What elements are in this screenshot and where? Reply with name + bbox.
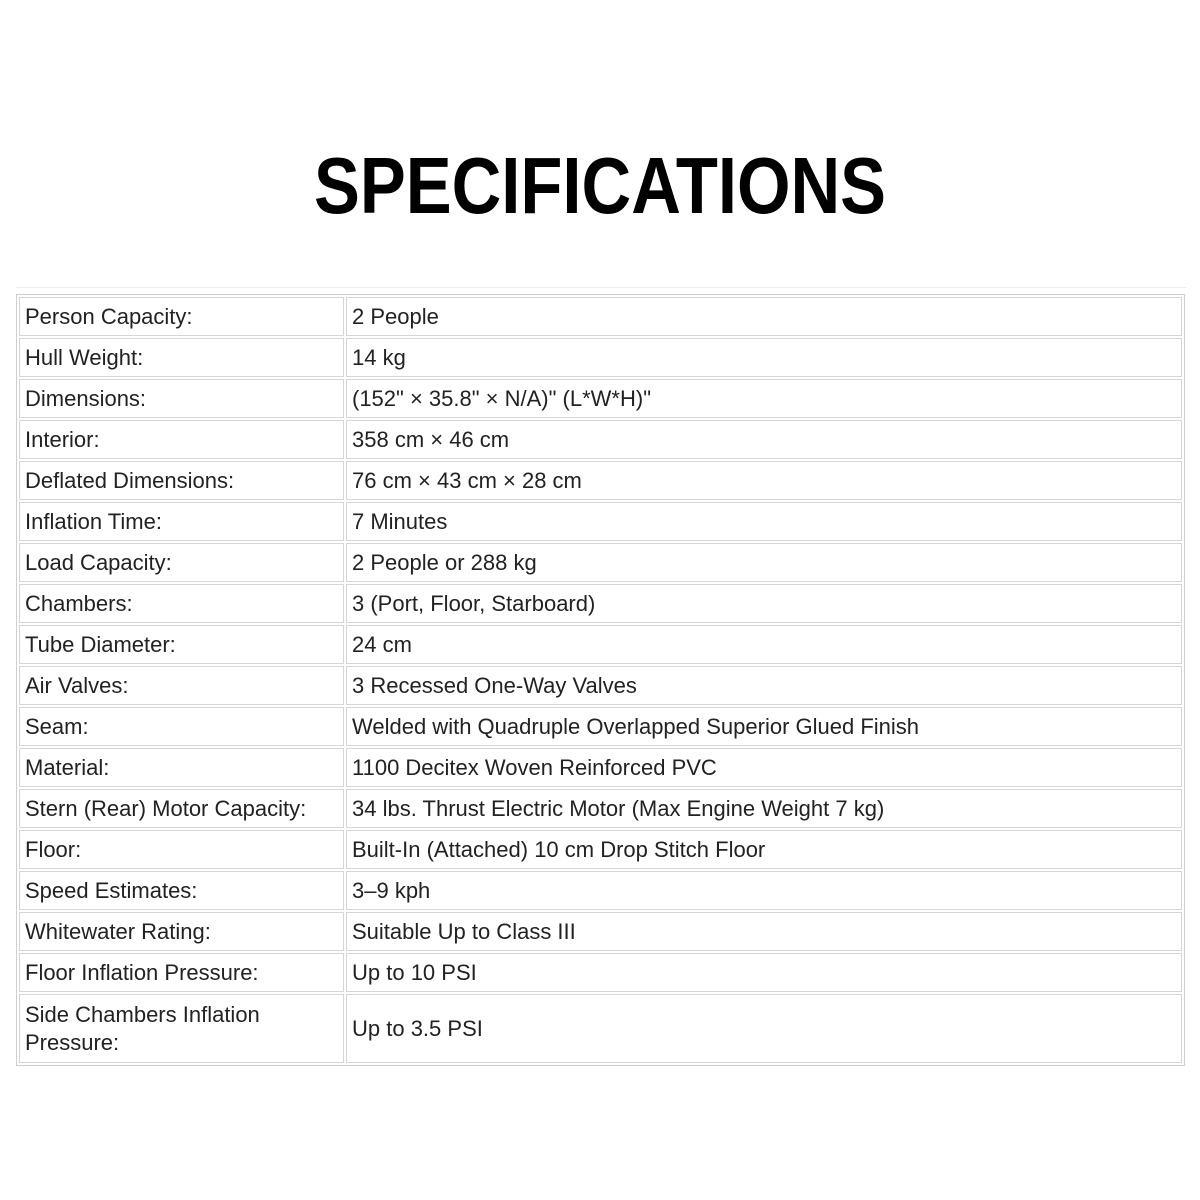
- table-row: [19, 297, 1182, 336]
- spec-value: 1100 Decitex Woven Reinforced PVC: [346, 748, 1182, 787]
- table-row: [19, 871, 1182, 910]
- table-row: [19, 666, 1182, 705]
- spec-value: 14 kg: [346, 338, 1182, 377]
- spec-value: 24 cm: [346, 625, 1182, 664]
- table-row: [19, 420, 1182, 459]
- spec-label: Floor:: [19, 830, 344, 869]
- spec-value: (152" × 35.8" × N/A)" (L*W*H)": [346, 379, 1182, 418]
- spec-value: 3–9 kph: [346, 871, 1182, 910]
- table-row: [19, 502, 1182, 541]
- table-row: [19, 543, 1182, 582]
- spec-label: Whitewater Rating:: [19, 912, 344, 951]
- spec-value: 2 People or 288 kg: [346, 543, 1182, 582]
- spec-label: Person Capacity:: [19, 297, 344, 336]
- specifications-table: [16, 294, 1185, 1066]
- table-row: [19, 584, 1182, 623]
- spec-label: Seam:: [19, 707, 344, 746]
- table-row: [19, 830, 1182, 869]
- spec-value: 3 (Port, Floor, Starboard): [346, 584, 1182, 623]
- spec-label: Chambers:: [19, 584, 344, 623]
- spec-label: Inflation Time:: [19, 502, 344, 541]
- spec-value: 34 lbs. Thrust Electric Motor (Max Engine Weight 7 kg): [346, 789, 1182, 828]
- table-row: [19, 625, 1182, 664]
- divider: [16, 287, 1186, 288]
- spec-label: Air Valves:: [19, 666, 344, 705]
- spec-value: Built-In (Attached) 10 cm Drop Stitch Floor: [346, 830, 1182, 869]
- spec-label: Speed Estimates:: [19, 871, 344, 910]
- spec-value: Up to 3.5 PSI: [346, 994, 1182, 1063]
- spec-value: Up to 10 PSI: [346, 953, 1182, 992]
- spec-label: Dimensions:: [19, 379, 344, 418]
- table-row: [19, 707, 1182, 746]
- spec-label: Hull Weight:: [19, 338, 344, 377]
- table-row: [19, 461, 1182, 500]
- table-row: [19, 994, 1182, 1063]
- spec-value: 3 Recessed One-Way Valves: [346, 666, 1182, 705]
- table-row: [19, 379, 1182, 418]
- spec-value: Welded with Quadruple Overlapped Superior Glued Finish: [346, 707, 1182, 746]
- page-title: SPECIFICATIONS: [313, 141, 887, 230]
- spec-label: Stern (Rear) Motor Capacity:: [19, 789, 344, 828]
- spec-label: Side Chambers Inflation Pressure:: [19, 994, 344, 1063]
- spec-value: Suitable Up to Class III: [346, 912, 1182, 951]
- table-row: [19, 912, 1182, 951]
- table-row: [19, 748, 1182, 787]
- table-row: [19, 789, 1182, 828]
- spec-label: Deflated Dimensions:: [19, 461, 344, 500]
- spec-label: Load Capacity:: [19, 543, 344, 582]
- spec-value: 7 Minutes: [346, 502, 1182, 541]
- spec-label: Interior:: [19, 420, 344, 459]
- spec-value: 2 People: [346, 297, 1182, 336]
- table-row: [19, 338, 1182, 377]
- spec-value: 76 cm × 43 cm × 28 cm: [346, 461, 1182, 500]
- spec-value: 358 cm × 46 cm: [346, 420, 1182, 459]
- table-row: [19, 953, 1182, 992]
- spec-label: Tube Diameter:: [19, 625, 344, 664]
- spec-label: Floor Inflation Pressure:: [19, 953, 344, 992]
- spec-label: Material:: [19, 748, 344, 787]
